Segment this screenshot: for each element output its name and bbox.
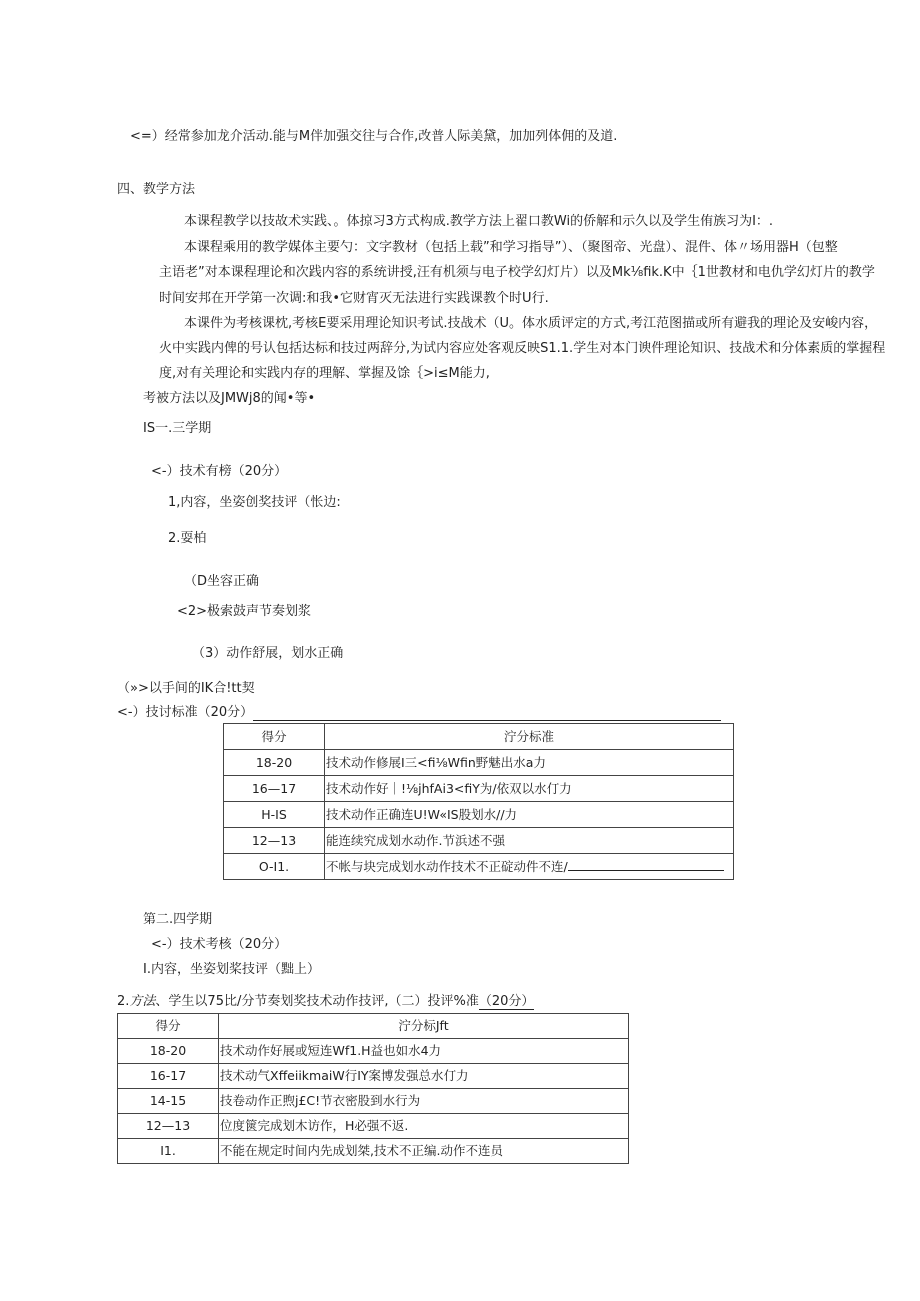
section-heading-teaching-methods: 四、教学方法 [117,182,196,197]
technique-assessment-heading: <-）技术有榜（20分） [151,464,288,479]
header-standard: 泞分标Jft [219,1014,629,1039]
table-row [118,1139,629,1164]
paragraph-3-line-1: 本课件为考核课枕,考核E要采用理论知识考试.技战术（U。体水质评定的方式,考江范图描或所有避我的理论及安峻内容， [184,316,878,331]
semester-3-heading: IS一.三学期 [143,421,212,436]
criterion-4: （»>以手间的IK合!tt契 [117,681,255,696]
score-cell: 12—13 [224,828,325,854]
standard-cell: 技术动气XffeiikmaiW行IY案博发强总水仃力 [219,1064,629,1089]
method-points: （20分） [478,994,535,1009]
standard-cell: 技卷动作正煦j£C!节衣密股到水行为 [219,1089,629,1114]
criterion-3: （3）动作舒展，划水正确 [192,646,344,661]
standard-cell: 技术动作好展或短连Wf1.H益也如水4力 [219,1039,629,1064]
header-standard: 泞分标准 [325,724,734,750]
assessment-method-line: 考被方法以及JMWj8的闻•等• [143,391,316,406]
method-label: 方法 [129,994,156,1009]
standard-cell: 不能在规定时间内先成划桀,技术不正编.动作不连员 [219,1139,629,1164]
score-cell: 18-20 [118,1039,219,1064]
method-line [117,994,534,1010]
standard-cell: 能连续究成划水动作.节浜述不强 [325,828,734,854]
standard-cell: 位度篋完成划木访作，H必强不返. [219,1114,629,1139]
content-item-3: I.内容，坐姿划桨技评（黜上） [143,962,320,977]
underline-rule [253,708,721,721]
standard-cell: 技术动作修展I三<fi⅛Wfin野魅出水a力 [325,750,734,776]
paragraph-2-line-3: 时间安邦在开学第一次调:和我•它财宵灭无法进行实践课教个时U行. [159,291,549,306]
criterion-2: <2>极索鼓声节奏划浆 [177,604,312,619]
score-cell: I1. [118,1139,219,1164]
method-number: 2. [117,994,130,1009]
semester-4-heading: 第二.四学期 [143,912,213,927]
scoring-table-semester-4 [117,1013,629,1164]
essentials-item-2: 2.耍柏 [168,531,207,546]
paragraph-3-line-3: 度,对有关理论和实践内存的理解、掌握及馀｛>i≤M能力, [159,366,490,381]
score-cell: O-I1. [224,854,325,880]
paragraph-1: 本课程教学以技故术实践、。体掠习3方式构成.教学方法上翟口教Wi的侨解和示久以及学生侑族习为I：. [184,214,774,229]
header-score: 得分 [224,724,325,750]
scoring-standard-label: <-）技讨标准（20分） [117,705,254,720]
table-row [224,828,734,854]
table-row [118,1064,629,1089]
criterion-1: （D坐容正确 [184,574,260,589]
table-row [224,776,734,802]
table-row [224,750,734,776]
score-cell: 18-20 [224,750,325,776]
score-cell: 14-15 [118,1089,219,1114]
standard-cell: 技术动作正确连U!W«IS股划水//力 [325,802,734,828]
table-row [118,1114,629,1139]
method-description: 、学生以75比/分节奏划奖技术动作技评,（二）投评%准 [155,994,479,1009]
score-cell: 16—17 [224,776,325,802]
content-item-1: 1,内容，坐姿创奖技评（怅边: [168,495,341,510]
header-score: 得分 [118,1014,219,1039]
table-row [224,802,734,828]
score-cell: 12—13 [118,1114,219,1139]
scoring-standard-heading [117,705,721,721]
scoring-table-semester-3 [223,723,734,880]
table-header-row [224,724,734,750]
score-cell: H-IS [224,802,325,828]
activity-line: <=）经常参加龙介活动.能与M伴加强交往与合作,改普人际美黛，加加列体佣的及道. [130,129,618,144]
table-row [118,1039,629,1064]
table-row [224,854,734,880]
paragraph-2-line-1: 本课程乘用的教学媒体主要勺：文字教材（包括上载”和学习指导”）、（聚图帝、光盘）、混件、体〃场用器H（包整 [184,240,838,255]
table-row [118,1089,629,1114]
table-header-row [118,1014,629,1039]
standard-cell-with-rule [325,854,734,880]
paragraph-2-line-2: 主语老”对本课程理论和次践内容的系统讲授,汪有机须与电子校学幻灯片）以及Mk⅛fik.K中｛1世教材和电仇学幻灯片的教学 [159,265,875,280]
technique-exam-heading: <-）技术考核（20分） [151,937,288,952]
standard-cell: 技术动作好｜!⅛jhfAi3<fiY为/依双以水仃力 [325,776,734,802]
score-cell: 16-17 [118,1064,219,1089]
underline-rule [568,860,724,871]
standard-text: 不帐与块完成划水动作技术不正碇动件不连/ [326,858,568,874]
paragraph-3-line-2: 火中实践内俾的号认包括达标和技过两辞分,为试内容应处客观反映S1.1.学生对本门谀件理论知识、技战术和分体素质的掌握程 [159,341,886,356]
